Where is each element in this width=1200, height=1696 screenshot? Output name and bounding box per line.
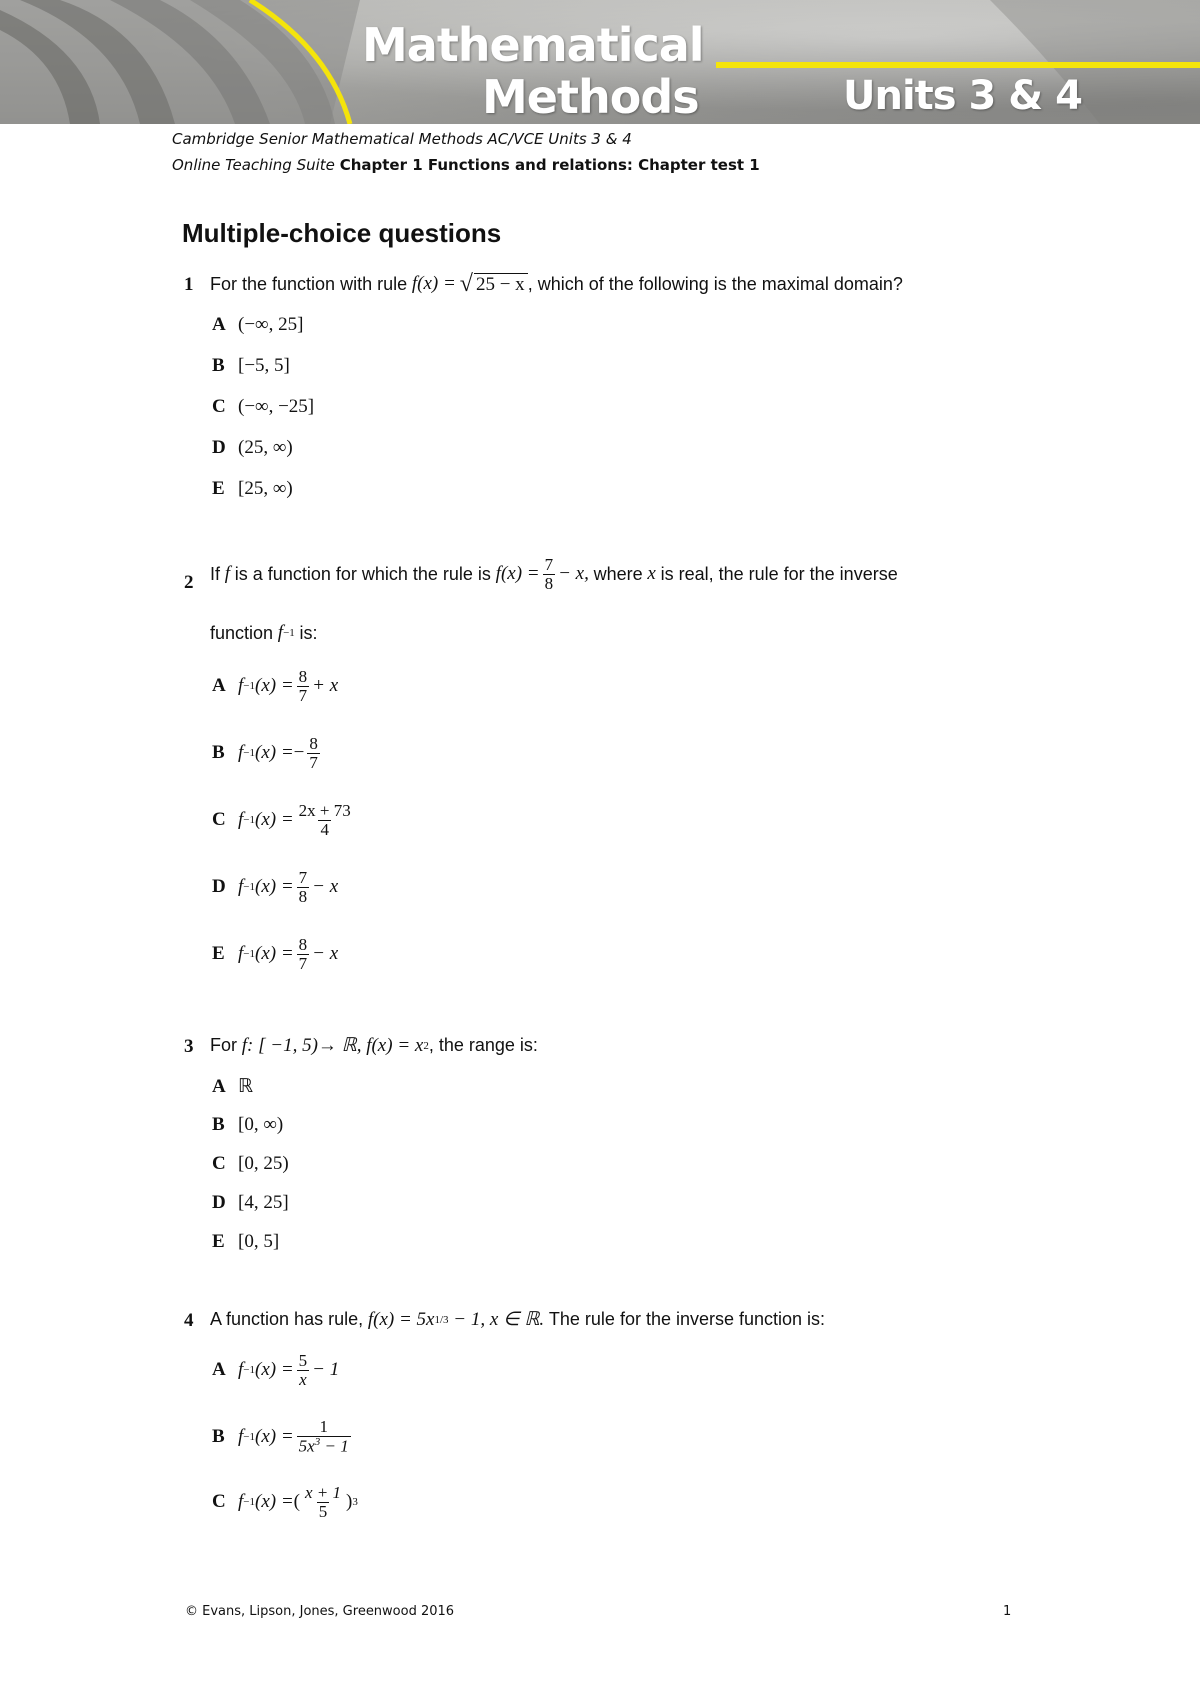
rule-tail: − 1, x ∈ ℝ. <box>453 1309 545 1330</box>
inverse-f: f <box>238 742 244 764</box>
fraction <box>297 668 310 705</box>
inverse-superscript: −1 <box>243 680 255 693</box>
option-text: (25, ∞) <box>238 437 293 458</box>
inverse-arg: (x) = <box>255 943 294 965</box>
section-heading: Multiple-choice questions <box>182 218 502 248</box>
option-d[interactable] <box>212 437 293 459</box>
fraction <box>297 802 353 839</box>
option-a[interactable] <box>212 1352 339 1389</box>
question-number: 1 <box>184 274 194 295</box>
fraction-denominator: 4 <box>320 819 329 839</box>
rule: f(x) = x <box>366 1034 424 1056</box>
fraction-denominator: 5 <box>318 1501 328 1521</box>
question-stem <box>210 1034 538 1057</box>
option-letter: D <box>212 876 226 898</box>
option-d[interactable] <box>212 1192 289 1214</box>
option-c[interactable] <box>212 1153 289 1175</box>
fraction <box>297 869 310 906</box>
fraction <box>297 936 310 973</box>
option-a[interactable] <box>212 668 338 705</box>
fraction-numerator: x + 1 <box>305 1483 342 1502</box>
question-stem-line2 <box>210 622 318 644</box>
fraction-numerator: 2x + 73 <box>298 801 351 820</box>
accent-bar <box>716 62 1200 68</box>
fraction-numerator: 5 <box>298 1351 308 1370</box>
option-letter: C <box>212 396 226 417</box>
stem-text: If <box>210 563 221 584</box>
inverse-arg: (x) = <box>255 1425 294 1447</box>
question-number: 4 <box>184 1310 194 1331</box>
option-d[interactable] <box>212 869 338 906</box>
fraction-numerator: 1 <box>319 1417 328 1436</box>
header-banner <box>0 0 1200 124</box>
stem-text: where <box>593 563 643 584</box>
inverse-superscript: −1 <box>243 814 255 827</box>
denominator-term: 5x <box>298 1436 315 1456</box>
option-e[interactable] <box>212 478 293 500</box>
inverse-superscript: −1 <box>243 948 255 961</box>
option-letter: E <box>212 1231 225 1252</box>
option-letter: E <box>212 478 225 499</box>
option-c[interactable] <box>212 396 314 418</box>
stem-text: is real, the rule for the inverse <box>660 563 898 584</box>
option-letter: B <box>212 355 225 376</box>
header-suite: Online Teaching Suite <box>172 156 335 174</box>
inverse-superscript: −1 <box>283 627 295 639</box>
banner-title-line2: Methods <box>482 70 699 124</box>
option-b[interactable] <box>212 1114 283 1136</box>
option-suffix: − x <box>312 943 339 965</box>
stem-x: x <box>647 563 656 585</box>
radical-sign: √ <box>459 271 473 297</box>
close-paren: ) <box>346 1491 353 1513</box>
option-a[interactable] <box>212 1075 253 1098</box>
fraction <box>297 1418 351 1455</box>
option-letter: B <box>212 742 225 764</box>
inverse-superscript: −1 <box>243 747 255 760</box>
option-letter: C <box>212 1491 226 1513</box>
option-text: [25, ∞) <box>238 478 293 499</box>
inverse-f: f <box>238 1491 244 1513</box>
option-a[interactable] <box>212 314 303 336</box>
option-text: (−∞, 25] <box>238 314 304 335</box>
option-text: [0, ∞) <box>238 1114 284 1135</box>
stem-text: A function has rule, <box>210 1309 364 1329</box>
stem-f: f <box>277 622 284 643</box>
option-suffix: − x <box>312 876 339 898</box>
option-e[interactable] <box>212 1231 279 1253</box>
fraction <box>543 556 556 593</box>
header-chapter: Chapter 1 Functions and relations: Chapter test 1 <box>339 156 760 174</box>
rule: f(x) = 5x <box>367 1308 435 1330</box>
fraction <box>307 735 320 772</box>
fraction-denominator: 7 <box>298 685 308 705</box>
stem-text-end: The rule for the inverse function is: <box>548 1309 826 1329</box>
radicand: 25 − x <box>474 273 528 296</box>
stem-text: is: <box>299 622 318 643</box>
option-letter: B <box>212 1114 225 1135</box>
option-c[interactable] <box>212 1484 358 1521</box>
fraction-numerator: 7 <box>544 555 554 574</box>
option-suffix: + x <box>312 675 339 697</box>
fraction-denominator <box>297 1436 351 1456</box>
open-paren: ( <box>293 1491 300 1513</box>
inverse-superscript: −1 <box>243 881 255 894</box>
inverse-superscript: −1 <box>243 1430 255 1443</box>
question-stem <box>210 272 903 296</box>
option-prefix: − <box>293 742 305 764</box>
option-letter: A <box>212 1075 226 1097</box>
option-letter: D <box>212 437 226 458</box>
inverse-arg: (x) = <box>255 1491 294 1513</box>
domain-map: f: [ −1, 5)→ ℝ, <box>241 1035 362 1056</box>
option-c[interactable] <box>212 802 356 839</box>
option-letter: C <box>212 1153 226 1174</box>
fraction-numerator: 8 <box>298 667 308 686</box>
inverse-superscript: −1 <box>243 1496 255 1509</box>
banner-units: Units 3 & 4 <box>843 73 1082 119</box>
inverse-arg: (x) = <box>255 1359 294 1381</box>
rule-lhs: f(x) = <box>411 273 456 294</box>
fraction <box>303 1484 343 1521</box>
stem-text-end: , the range is: <box>428 1035 538 1055</box>
rule-lhs: f(x) = <box>495 563 540 585</box>
denominator-superscript: 3 <box>314 1435 321 1448</box>
option-suffix: − 1 <box>312 1359 340 1381</box>
inverse-arg: (x) = <box>255 876 294 898</box>
option-text: ℝ <box>238 1076 254 1097</box>
document-header <box>172 126 760 178</box>
inverse-f: f <box>238 1425 244 1447</box>
inverse-superscript: −1 <box>243 1364 255 1377</box>
page-number: 1 <box>1003 1604 1012 1619</box>
option-letter: A <box>212 314 226 335</box>
fraction <box>297 1352 310 1389</box>
option-text: [0, 25) <box>238 1153 289 1174</box>
rule-tail: − x, <box>558 563 589 585</box>
question-stem <box>210 1308 825 1331</box>
inverse-arg: (x) = <box>255 675 294 697</box>
rule-superscript: 2 <box>423 1039 429 1052</box>
header-line1: Cambridge Senior Mathematical Methods AC/VCE Units 3 & 4 <box>172 130 632 148</box>
fraction-denominator: 7 <box>309 752 318 772</box>
stem-text: For <box>210 1035 237 1055</box>
fraction-denominator: x <box>299 1369 307 1389</box>
option-letter: A <box>212 1359 226 1381</box>
power-superscript: 3 <box>352 1496 358 1509</box>
option-text: [4, 25] <box>238 1192 289 1213</box>
option-b[interactable] <box>212 355 290 377</box>
option-text: [−5, 5] <box>238 355 290 376</box>
stem-f: f <box>224 563 231 585</box>
option-b[interactable] <box>212 1418 354 1455</box>
inverse-f: f <box>238 876 244 898</box>
stem-text-end: , which of the following is the maximal domain? <box>527 273 903 294</box>
inverse-arg: (x) = <box>255 809 294 831</box>
inverse-f: f <box>238 675 244 697</box>
fraction-numerator: 8 <box>298 935 308 954</box>
inverse-f: f <box>238 809 244 831</box>
stem-text: is a function for which the rule is <box>234 563 491 584</box>
inverse-f: f <box>238 943 244 965</box>
option-letter: C <box>212 809 226 831</box>
option-letter: E <box>212 943 225 965</box>
header-line2 <box>172 152 760 178</box>
option-letter: A <box>212 675 226 697</box>
option-letter: D <box>212 1192 226 1213</box>
option-e[interactable] <box>212 936 338 973</box>
inverse-f: f <box>238 1359 244 1381</box>
stem-text: function <box>210 622 274 643</box>
footer-copyright: © Evans, Lipson, Jones, Greenwood 2016 <box>185 1604 455 1619</box>
option-b[interactable] <box>212 735 323 772</box>
stem-text: For the function with rule <box>210 273 408 294</box>
question-number: 3 <box>184 1036 194 1057</box>
option-letter: B <box>212 1425 225 1447</box>
option-text: (−∞, −25] <box>238 396 315 417</box>
fraction-denominator: 7 <box>298 953 308 973</box>
fraction-denominator: 8 <box>298 886 308 906</box>
fraction-numerator: 8 <box>309 734 318 753</box>
question-stem <box>210 556 898 593</box>
denominator-tail: − 1 <box>324 1436 349 1456</box>
option-text: [0, 5] <box>238 1231 280 1252</box>
inverse-arg: (x) = <box>255 742 294 764</box>
banner-title-line1: Mathematical <box>362 18 704 72</box>
question-number: 2 <box>184 572 194 593</box>
rule-superscript: 1/3 <box>434 1313 449 1326</box>
fraction-numerator: 7 <box>298 868 308 887</box>
fraction-denominator: 8 <box>544 573 554 593</box>
